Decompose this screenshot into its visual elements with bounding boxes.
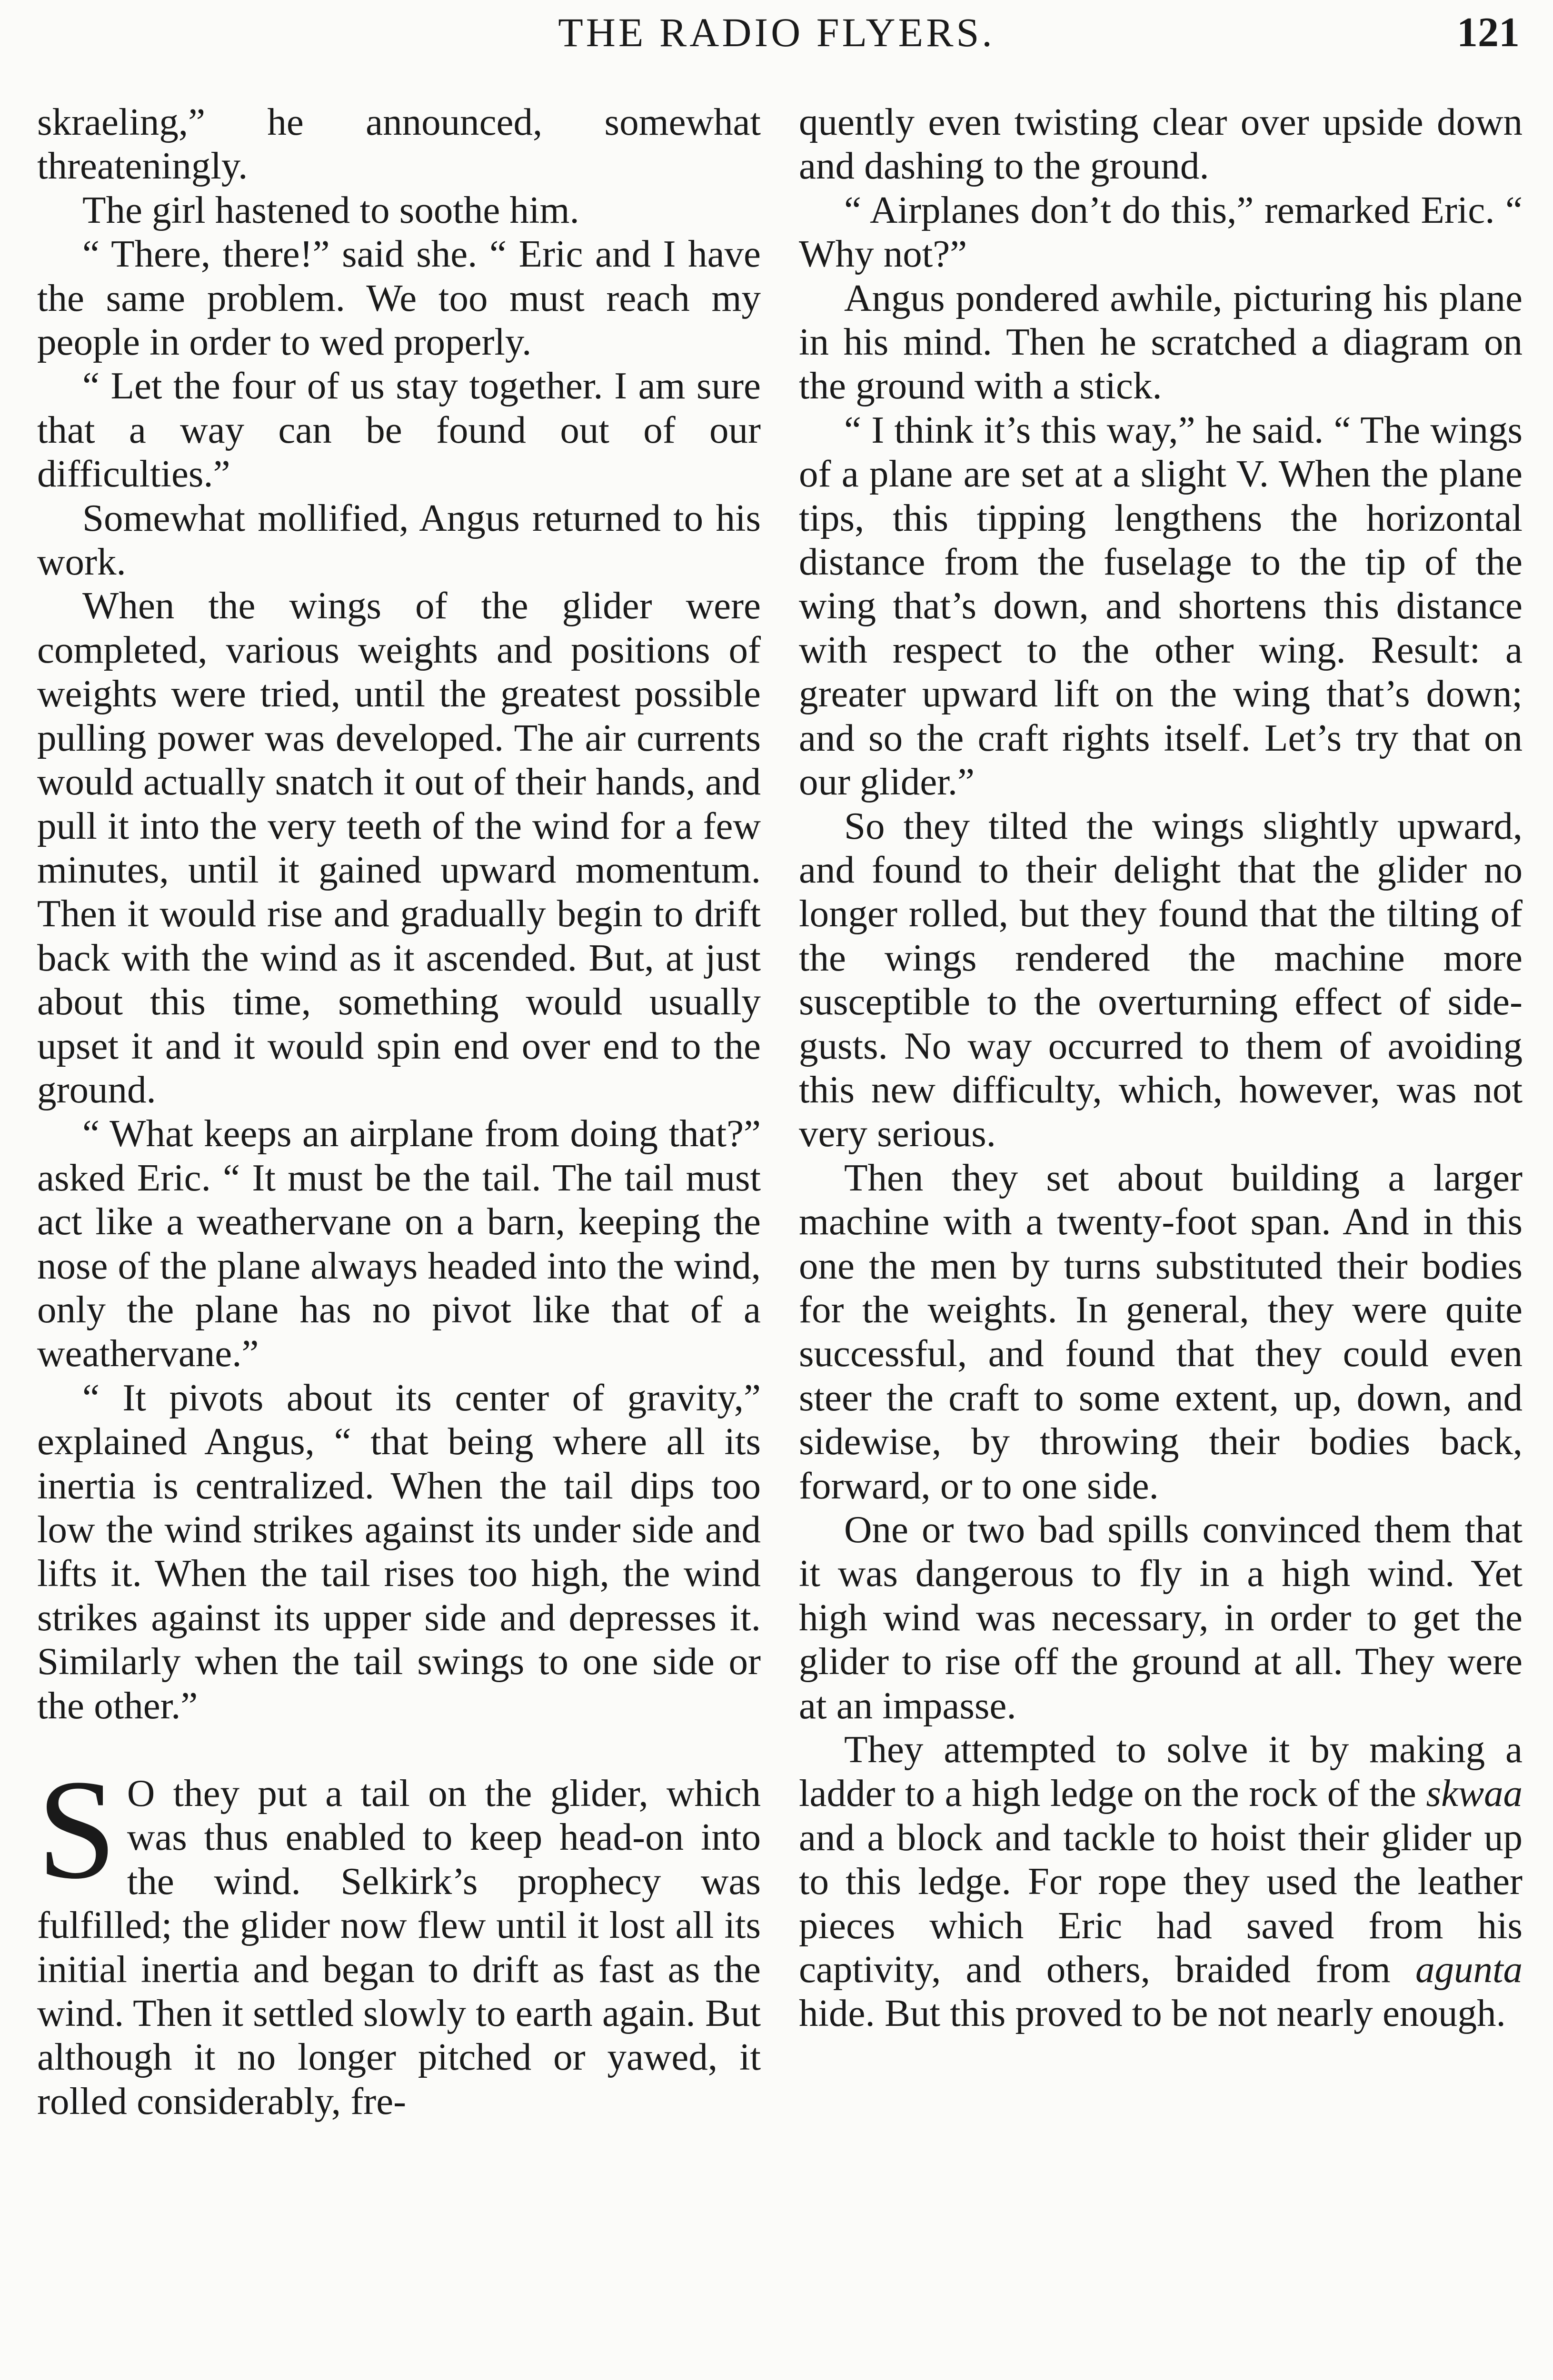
drop-cap: S bbox=[37, 1750, 117, 1909]
paragraph: “ I think it’s this way,” he said. “ The wings of a plane are set at a slight V. When the plane tips, this tipping lengthens the horizontal distance from the fuselage to the tip of the wing that’s down, and shortens this distance with respect to the other wing. Result: a greater upward lift on the wing that’s down; and so the craft rights itself. Let’s try that on our glider.” bbox=[799, 408, 1523, 803]
section-break bbox=[37, 1727, 761, 1771]
text-run: hide. But this proved to be not nearly enough. bbox=[799, 1992, 1506, 2035]
paragraph: “ It pivots about its center of gravity,” explained Angus, “ that being where all its inertia is centralized. When the tail dips too low the wind strikes against its under side and lifts it. When the tail rises too high, the wind strikes against its upper side and depresses it. Similarly when the tail swings to one side or the other.” bbox=[37, 1376, 761, 1727]
paragraph: Somewhat mollified, Angus returned to his work. bbox=[37, 496, 761, 584]
paragraph: Then they set about building a larger machine with a twenty-foot span. And in this one the men by turns substituted their bodies for the weights. In general, they were quite successful, and found that they could even steer the craft to some extent, up, down, and sidewise, by throwing their bodies back, forward, or to one side. bbox=[799, 1156, 1523, 1507]
paragraph: When the wings of the glider were completed, various weights and positions of weights were tried, until the greatest possible pulling power was developed. The air currents would actually snatch it out of their hands, and pull it into the very teeth of the wind for a few minutes, until it gained upward momentum. Then it would rise and gradually begin to drift back with the wind as it ascended. But, at just about this time, something would usually upset it and it would spin end over end to the ground. bbox=[37, 584, 761, 1111]
paragraph: skraeling,” he announced, somewhat threateningly. bbox=[37, 100, 761, 188]
left-column bbox=[37, 100, 761, 2123]
right-column bbox=[799, 100, 1523, 2035]
page-number: 121 bbox=[1457, 10, 1520, 56]
paragraph: “ Let the four of us stay together. I am sure that a way can be found out of our difficulties.” bbox=[37, 364, 761, 496]
paragraph: “ Airplanes don’t do this,” remarked Eric. “ Why not?” bbox=[799, 188, 1523, 276]
page-header bbox=[33, 9, 1520, 66]
paragraph: One or two bad spills convinced them that it was dangerous to fly in a high wind. Yet high wind was necessary, in order to get the glider to rise off the ground at all. They were at an impasse. bbox=[799, 1508, 1523, 1727]
section-opening-text: O they put a tail on the glider, which was thus enabled to keep head-on into the wind. Selkirk’s prophecy was fulfilled; the glider now flew until it lost all its initial inertia and began to drift as fast as the wind. Then it settled slowly to earth again. But although it no longer pitched or yawed, it rolled considerably, fre- bbox=[37, 1772, 761, 2122]
paragraph: Angus pondered awhile, picturing his plane in his mind. Then he scratched a diagram on the ground with a stick. bbox=[799, 276, 1523, 407]
section-opening-paragraph bbox=[37, 1750, 761, 2123]
paragraph: The girl hastened to soothe him. bbox=[82, 188, 579, 231]
paragraph bbox=[799, 1727, 1523, 2035]
italic-term: agunta bbox=[1415, 1948, 1523, 1991]
running-title: THE RADIO FLYERS. bbox=[558, 10, 995, 55]
paragraph: So they tilted the wings slightly upward, and found to their delight that the glider no longer rolled, but they found that the tilting of the wings rendered the machine more susceptible to the overturning effect of side-gusts. No way occurred to them of avoiding this new difficulty, which, however, was not very serious. bbox=[799, 804, 1523, 1155]
paragraph: quently even twisting clear over upside down and dashing to the ground. bbox=[799, 100, 1523, 188]
paragraph: “ There, there!” said she. “ Eric and I have the same problem. We too must reach my people in order to wed properly. bbox=[37, 232, 761, 364]
paragraph: “ What keeps an airplane from doing that?” asked Eric. “ It must be the tail. The tail must act like a weathervane on a barn, keeping the nose of the plane always headed into the wind, only the plane has no pivot like that of a weathervane.” bbox=[37, 1112, 761, 1375]
text-run: They attempted to solve it by making a ladder to a high ledge on the rock of the bbox=[799, 1728, 1523, 1815]
italic-term: skwaa bbox=[1426, 1772, 1523, 1815]
text-run: and a block and tackle to hoist their glider up to this ledge. For rope they used the leather pieces which Eric had saved from his captivity, and others, braided from bbox=[799, 1815, 1523, 1991]
